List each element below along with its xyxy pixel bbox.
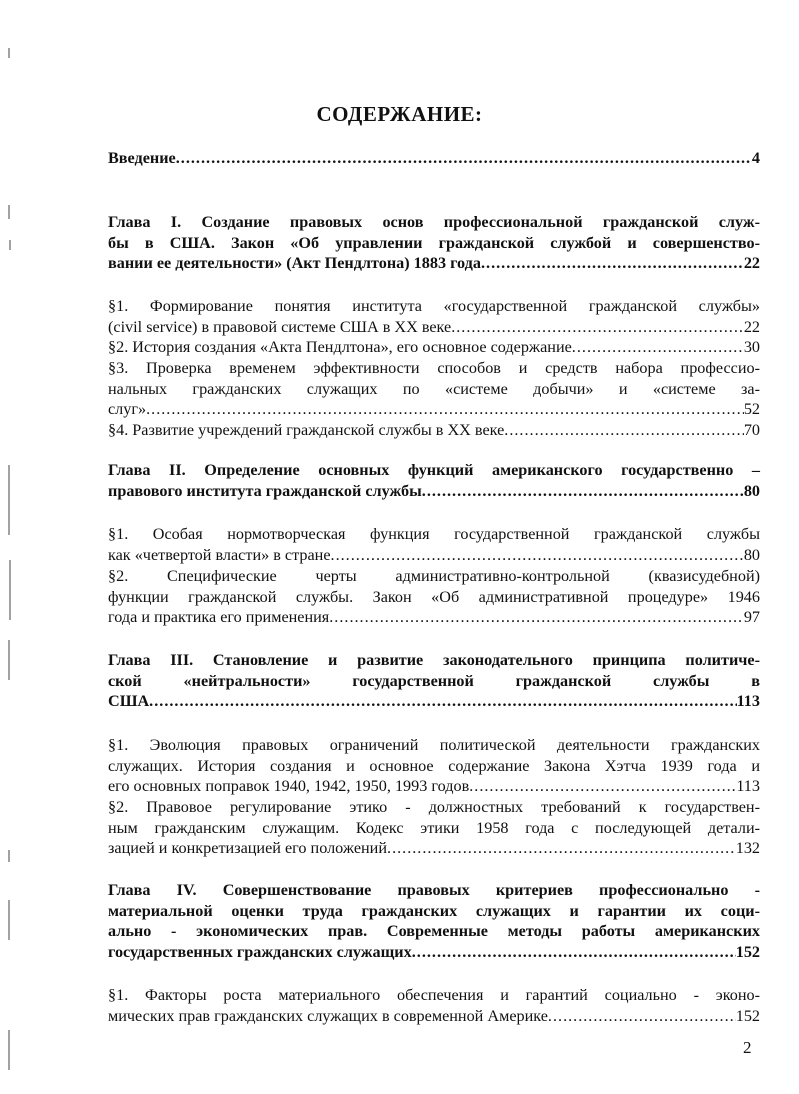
toc-page-number: 70 <box>743 421 760 439</box>
scan-mark <box>8 900 10 940</box>
toc-leader-line: (civil service) в правовой системе США в XX веке ..... 22 <box>108 317 760 338</box>
toc-entry-ch1-section-4[interactable] <box>108 420 760 441</box>
page-number: 2 <box>743 1038 752 1057</box>
toc-entry-ch4-section-1[interactable]: §1. Факторы роста материального обеспечения и гарантий социально - эконо- мических прав гражданских служащих в современной Америке ..... 152 <box>108 985 760 1026</box>
toc-page-number: 30 <box>743 338 760 356</box>
toc-leader-line: вании ее деятельности» (Акт Пендлтона) 1883 года ..... 22 <box>108 253 760 274</box>
toc-leader-line: §2. История создания «Акта Пендлтона», его основное содержание ..... 30 <box>108 337 760 358</box>
toc-page-number: 22 <box>743 254 760 272</box>
scan-mark <box>8 205 10 219</box>
toc-page-number: 113 <box>736 777 760 795</box>
toc-page-number: 152 <box>735 1006 760 1025</box>
toc-leader-line: США ..... 113 <box>108 691 760 712</box>
toc-leader-line: его основных поправок 1940, 1942, 1950, 1993 годов ..... 113 <box>108 776 760 797</box>
toc-leader-line: Введение ..... 4 <box>108 148 760 169</box>
toc-leader-line: мических прав гражданских служащих в современной Америке ..... 152 <box>108 1006 760 1027</box>
toc-page-number: 80 <box>743 481 760 500</box>
toc-entry-chapter-3[interactable]: Глава III. Становление и развитие законодательного принципа политиче- ской «нейтральности» государственной гражданской службы в США ..... 113 <box>108 650 760 712</box>
toc-page-number: 22 <box>743 317 760 336</box>
scan-mark <box>8 850 10 862</box>
toc-leader-line: года и практика его применения ..... 97 <box>108 607 760 628</box>
toc-page-number: 132 <box>735 839 760 857</box>
scan-mark <box>9 240 11 250</box>
toc-leader-line: §4. Развитие учреждений гражданской службы в XX веке ..... 70 <box>108 420 760 441</box>
toc-entry-ch1-section-3[interactable]: §3. Проверка временем эффективности способов и средств набора профессио- нальных гражданских служащих по «системе добычи» и «системе за- слуг» ..... 52 <box>108 358 760 420</box>
page-title: СОДЕРЖАНИЕ: <box>316 102 483 126</box>
toc-leader-line: слуг» ..... 52 <box>108 399 760 420</box>
toc-leader-line: государственных гражданских служащих ..... 152 <box>108 942 760 963</box>
toc-page-number: 80 <box>743 545 760 564</box>
toc-entry-intro[interactable] <box>108 148 760 169</box>
toc-page-number: 97 <box>743 608 760 626</box>
scan-mark <box>8 48 10 58</box>
toc-page-number: 113 <box>736 692 760 710</box>
toc-entry-ch3-section-2[interactable]: §2. Правовое регулирование этико - должностных требований к государствен- ным гражданским служащим. Кодекс этики 1958 года с последующей детали- зацией и конкретизацией его положений ..... 132 <box>108 797 760 859</box>
toc-leader-line: правового института гражданской службы ..... 80 <box>108 481 760 502</box>
toc-entry-ch2-section-2[interactable]: §2. Специфические черты административно-контрольной (квазисудебной) функции гражданской службы. Закон «Об административной процедуре» 1946 года и практика его применения ..... 97 <box>108 566 760 628</box>
scan-mark <box>8 640 10 680</box>
toc-leader-line: как «четвертой власти» в стране ..... 80 <box>108 545 760 566</box>
toc-entry-chapter-4[interactable]: Глава IV. Совершенствование правовых критериев профессионально - материальной оценки труда гражданских служащих и гарантии их соци- ально - экономических прав. Современные методы работы американских государственных гражданских служащих ..... 152 <box>108 880 760 962</box>
toc-entry-ch1-section-2[interactable] <box>108 337 760 358</box>
toc-entry-chapter-2[interactable]: Глава II. Определение основных функций американского государственно – правового института гражданской службы ..... 80 <box>108 460 760 501</box>
toc-entry-ch1-section-1[interactable]: §1. Формирование понятия института «государственной гражданской службы» (civil service) в правовой системе США в XX веке ..... 22 <box>108 296 760 337</box>
toc-entry-chapter-1[interactable]: Глава I. Создание правовых основ профессиональной гражданской служ- бы в США. Закон «Об управлении гражданской службой и совершенство- вании ее деятельности» (Акт Пендлтона) 1883 года ..... 22 <box>108 212 760 274</box>
toc-page-number: 4 <box>751 149 760 167</box>
scan-mark <box>8 465 10 535</box>
toc-page-number: 152 <box>735 942 760 961</box>
scan-mark <box>8 1030 10 1070</box>
scan-mark <box>9 560 11 620</box>
toc-entry-ch2-section-1[interactable]: §1. Особая нормотворческая функция государственной гражданской службы как «четвертой власти» в стране ..... 80 <box>108 524 760 565</box>
toc-page-number: 52 <box>743 400 760 418</box>
toc-entry-ch3-section-1[interactable]: §1. Эволюция правовых ограничений политической деятельности гражданских служащих. История создания и основное содержание Закона Хэтча 1939 года и его основных поправок 1940, 1942, 1950, 1993 годов ..... 113 <box>108 735 760 797</box>
toc-leader-line: зацией и конкретизацией его положений ..... 132 <box>108 838 760 859</box>
